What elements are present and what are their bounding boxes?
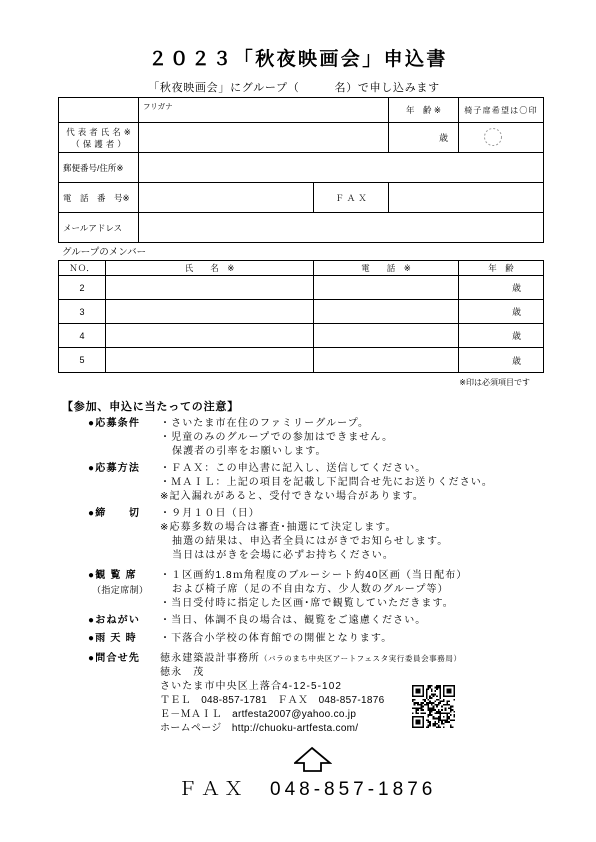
member-age-field[interactable] [458, 275, 544, 300]
member-age-field[interactable] [458, 347, 544, 373]
note-conditions [0, 417, 596, 459]
note-line: ※応募多数の場合は審査･抽選にて決定します。 [160, 522, 397, 533]
contact-address: さいたま市中央区上落合4-12-5-102 [160, 681, 343, 692]
note-method [0, 462, 596, 504]
note-line: ・下落合小学校の体育館での開催となります。 [160, 633, 393, 644]
note-line: ・ＭＡＩＬ：上記の項目を記載し下記問合せ先にお送りください。 [160, 477, 493, 488]
contact-organization-line [160, 652, 596, 666]
address-label: 郵便番号/住所※ [63, 162, 124, 173]
form-title: ２０２３「秋夜映画会」申込書 [148, 49, 448, 70]
address-field[interactable] [138, 152, 544, 183]
header-age [458, 260, 544, 276]
applicant-table [58, 97, 544, 243]
note-line: ※記入漏れがあると、受付できない場合があります。 [160, 491, 424, 502]
member-age-field[interactable] [458, 299, 544, 324]
contact-person: 徳永 茂 [160, 667, 205, 678]
fax-label-cell [313, 182, 389, 213]
members-heading: グループのメンバー [62, 247, 147, 258]
header-name [105, 260, 314, 276]
deadline-label: ●締 切 [88, 508, 141, 519]
email-label-cell [58, 212, 139, 243]
member-name-field[interactable] [105, 323, 314, 348]
age-unit: 歳 [438, 133, 448, 143]
header-no [58, 260, 106, 276]
age-unit: 歳 [511, 331, 521, 341]
header-age-label: 年 齢 [488, 263, 514, 273]
email-label: メールアドレス [63, 222, 123, 233]
contact-email: Ｅ－ＭＡＩＬ artfesta2007@yahoo.co.jp [160, 709, 357, 720]
note-line: ・９月１０日（日） [160, 508, 260, 519]
representative-age-field[interactable] [388, 122, 459, 153]
note-rain [0, 632, 596, 646]
member-name-field[interactable] [105, 299, 314, 324]
form-subtitle: 「秋夜映画会」にグループ（ 名）で申し込みます [148, 82, 440, 94]
representative-name-field[interactable] [138, 122, 389, 153]
blank-label-cell [58, 97, 139, 123]
chair-preference-header: 椅子席希望は〇印 [464, 105, 538, 115]
contact-organization: 徳永建築設計事務所 [160, 653, 260, 664]
seating-sublabel: （指定席制） [92, 585, 149, 595]
age-unit: 歳 [511, 307, 521, 317]
note-line: 当日ははがきを会場に必ずお持ちください。 [172, 550, 394, 561]
request-label: ●おねがい [88, 615, 141, 626]
note-contact [0, 652, 596, 736]
note-line: および椅子席（足の不自由な方、少人数のグループ等） [172, 584, 449, 595]
contact-label: ●問合せ先 [88, 653, 141, 664]
required-note: ※印は必須項目です [459, 378, 530, 387]
member-age-field[interactable] [458, 323, 544, 348]
note-deadline [0, 507, 596, 563]
up-arrow-icon [294, 746, 332, 773]
member-no: 3 [79, 306, 85, 317]
note-line: ・さいたま市在住のファミリーグループ。 [160, 418, 370, 429]
seating-label: ●観 覧 席 [88, 570, 137, 581]
notes-heading: 【参加、申込に当たっての注意】 [62, 401, 239, 413]
note-line: ・当日受付時に指定した区画･席で観覧していただきます。 [160, 598, 454, 609]
phone-label: 電 話 番 号※ [63, 192, 130, 203]
contact-tel-fax: ＴＥＬ 048-857-1781 ＦＡＸ 048-857-1876 [160, 695, 385, 706]
member-no: 4 [79, 330, 85, 341]
dotted-circle-icon [483, 127, 503, 147]
fax-label: ＦＡＸ [335, 192, 370, 203]
fax-field[interactable] [388, 182, 544, 213]
header-name-label: 氏 名 ※ [184, 263, 235, 273]
note-line: 抽選の結果は、申込者全員にはがきでお知らせします。 [172, 536, 449, 547]
representative-furigana-field[interactable] [138, 97, 389, 123]
address-label-cell [58, 152, 139, 183]
member-no: 5 [79, 355, 85, 365]
note-line: ・ＦＡＸ：この申込書に記入し、送信してください。 [160, 463, 427, 474]
phone-label-cell [58, 182, 139, 213]
member-name-field[interactable] [105, 347, 314, 373]
method-label: ●応募方法 [88, 463, 141, 474]
guardian-label: （保護者） [71, 138, 129, 149]
age-header-cell [388, 97, 459, 123]
member-name-field[interactable] [105, 275, 314, 300]
contact-homepage: ホームページ http://chuoku-artfesta.com/ [160, 723, 359, 734]
email-field[interactable] [138, 212, 544, 243]
member-no-cell [58, 299, 106, 324]
furigana-label: フリガナ [143, 102, 173, 111]
age-header: 年 齢 ※ [406, 105, 441, 115]
age-unit: 歳 [511, 355, 521, 366]
header-phone [313, 260, 459, 276]
header-no-label: ＮＯ． [69, 263, 95, 273]
note-line: ・当日、体調不良の場合は、観覧をご遠慮ください。 [160, 615, 427, 626]
representative-label-cell [58, 122, 139, 153]
member-phone-field[interactable] [313, 323, 459, 348]
fax-number-banner: ＦＡＸ 048-857-1876 [178, 779, 437, 800]
members-table [58, 260, 544, 373]
member-no-cell [58, 275, 106, 300]
rain-label: ●雨 天 時 [88, 633, 137, 644]
representative-name-label: 代表者氏名※ [66, 126, 134, 137]
chair-preference-field[interactable] [458, 122, 544, 153]
qr-pattern [412, 685, 455, 728]
contact-organization-note: （バラのまち中央区アートフェスタ実行委員会事務局） [259, 654, 462, 663]
conditions-label: ●応募条件 [88, 418, 141, 429]
member-phone-field[interactable] [313, 275, 459, 300]
age-unit: 歳 [511, 283, 521, 293]
note-line: ・児童のみのグループでの参加はできません。 [160, 432, 394, 443]
note-line: 保護者の引率をお願いします。 [172, 446, 327, 457]
member-phone-field[interactable] [313, 347, 459, 373]
phone-field[interactable] [138, 182, 314, 213]
member-phone-field[interactable] [313, 299, 459, 324]
qr-code [412, 685, 455, 728]
note-request [0, 614, 596, 628]
member-no-cell [58, 347, 106, 373]
note-seating [0, 569, 596, 611]
chair-header-cell [458, 97, 544, 123]
member-no: 2 [79, 282, 85, 293]
header-phone-label: 電 話 ※ [361, 263, 411, 273]
member-no-cell [58, 323, 106, 348]
note-line: ・１区画約1.8ｍ角程度のブルーシート約40区画（当日配布） [160, 570, 468, 581]
